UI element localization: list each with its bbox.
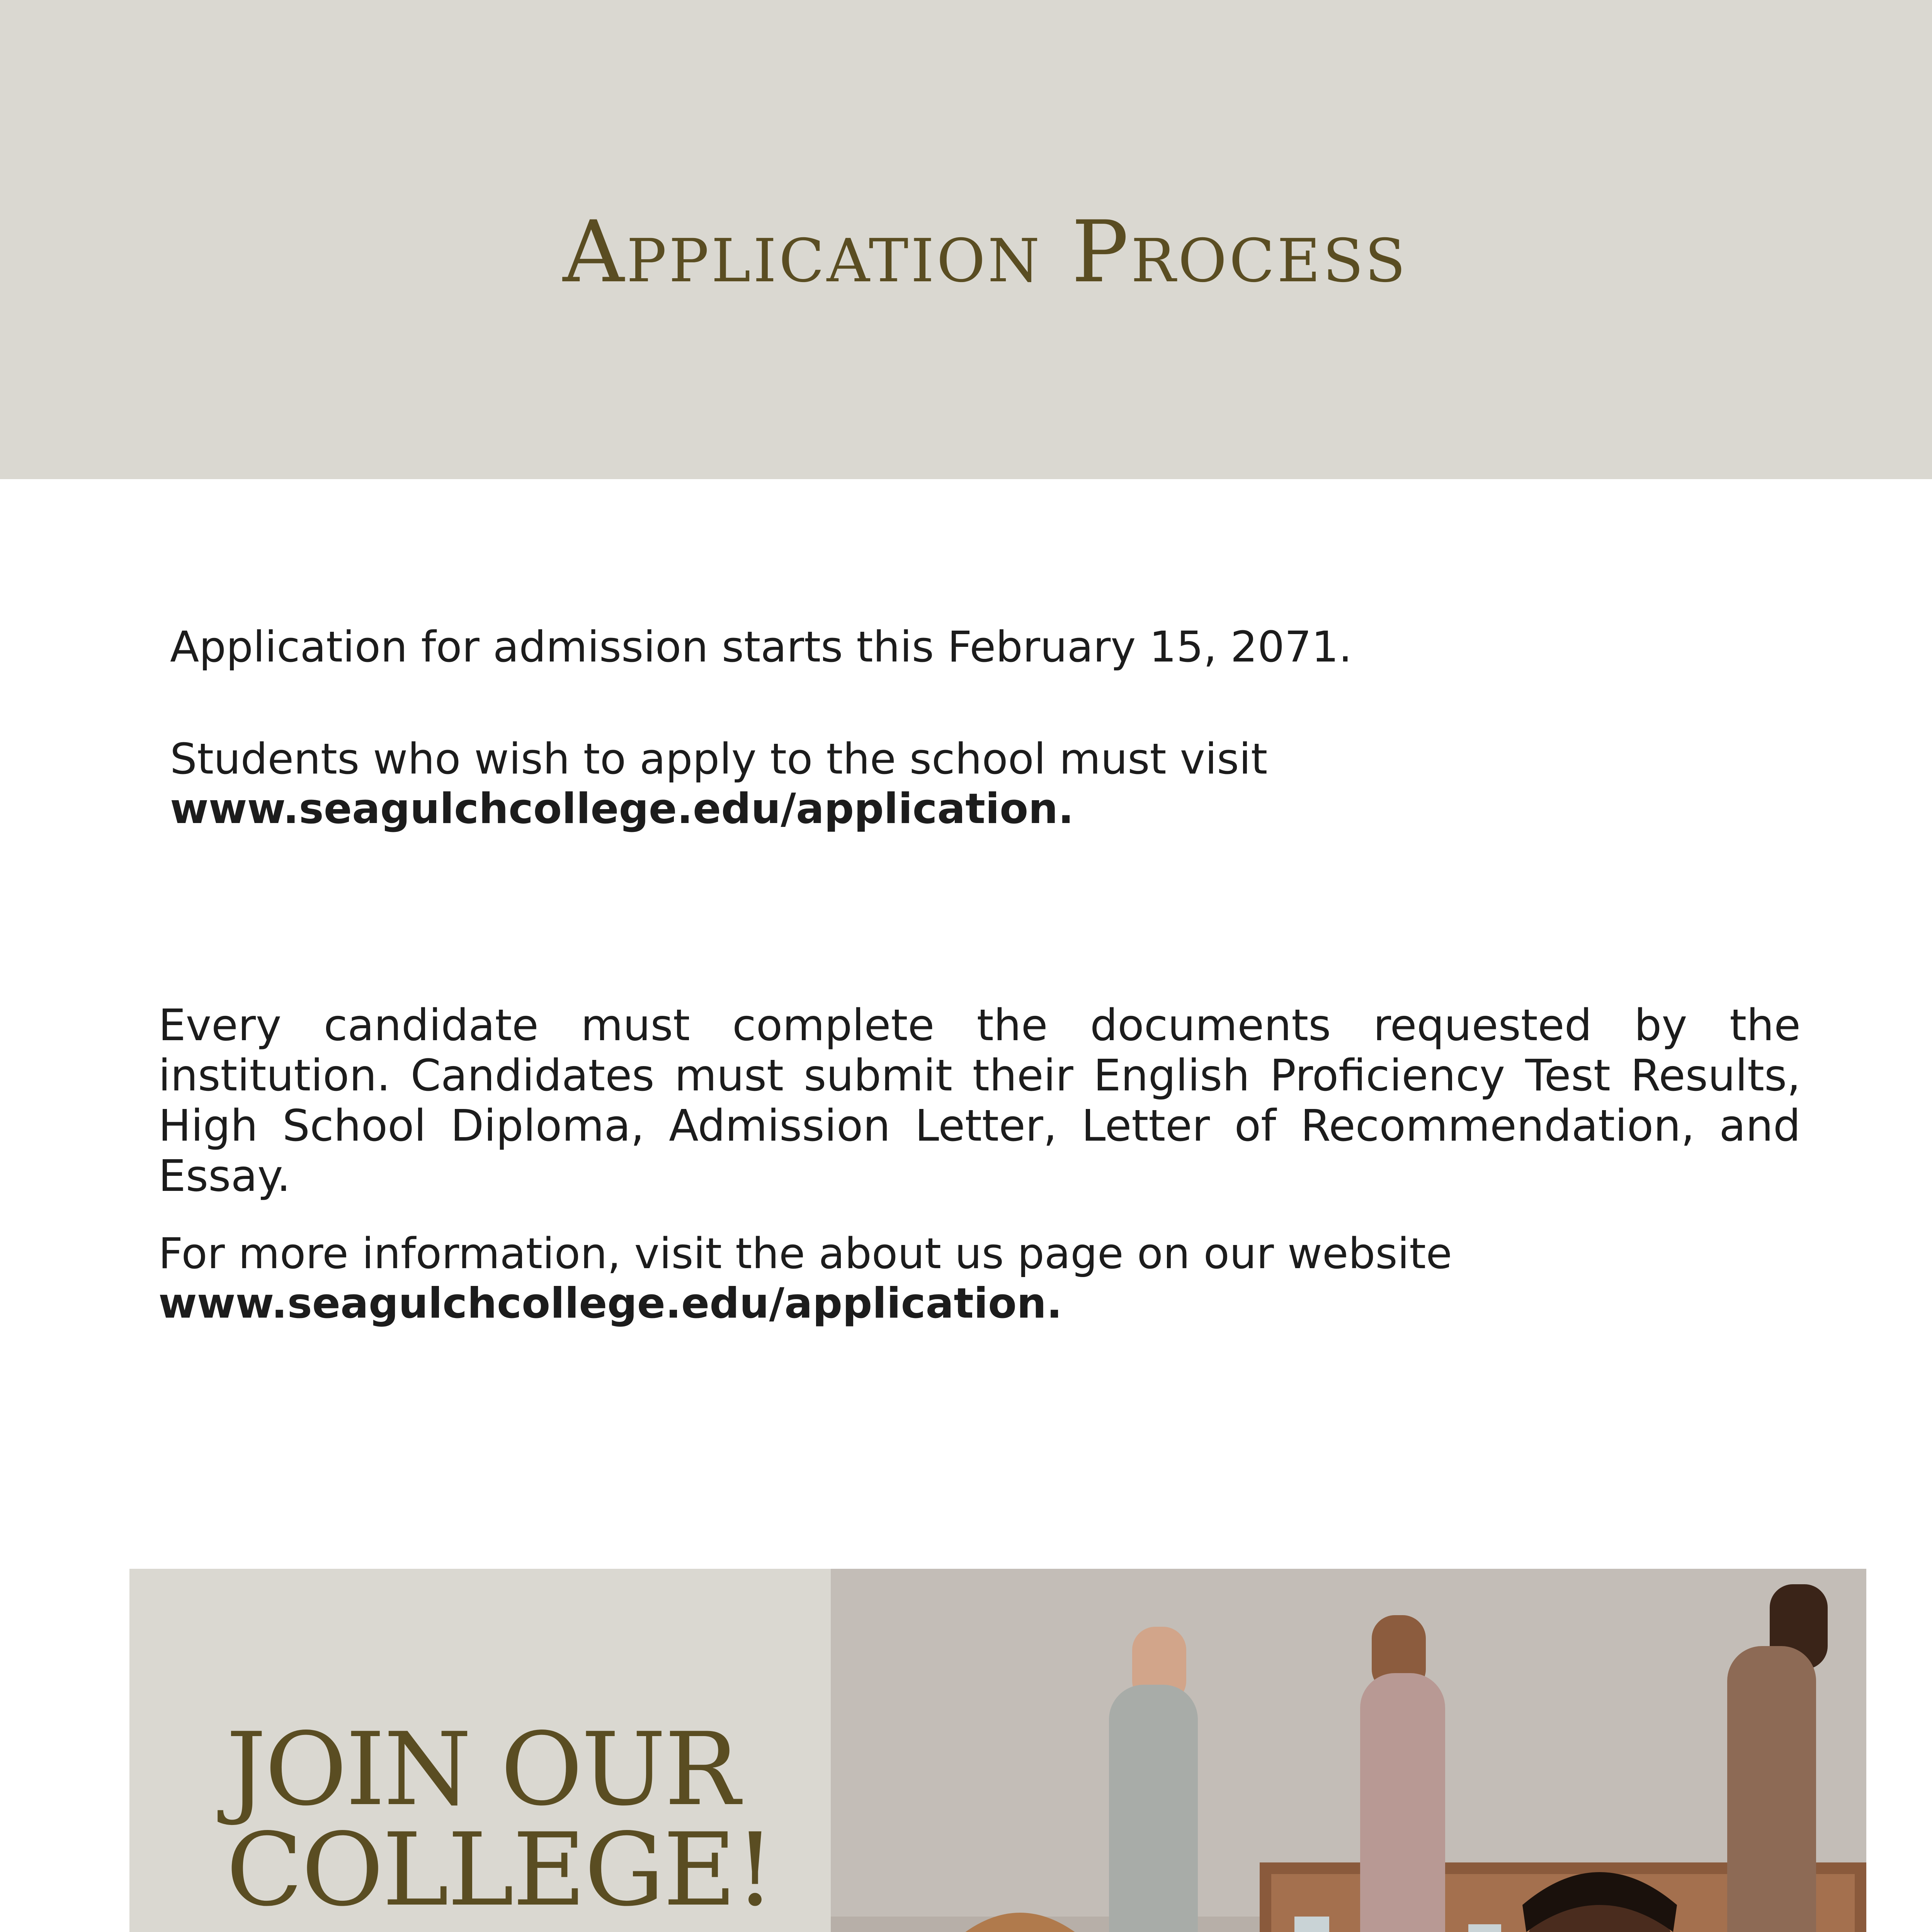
more-info-block (158, 1229, 1820, 1328)
visit-intro: Students who wish to apply to the school must visit (170, 734, 1268, 784)
application-url-link[interactable]: www.seagulchcollege.edu/application. (170, 784, 1074, 833)
join-heading-line2: COLLEGE! (226, 1812, 774, 1929)
page-title: Application Process (563, 202, 1408, 301)
join-heading-line1: JOIN OUR (226, 1711, 739, 1828)
admission-start-text (170, 622, 1832, 672)
students-illustration (831, 1569, 1866, 1932)
admission-start: Application for admission starts this February 15, 2071. (170, 622, 1352, 672)
visit-block (170, 734, 1832, 833)
requirements-block (158, 1001, 1801, 1202)
join-heading (226, 1711, 806, 1929)
more-info-url-link[interactable]: www.seagulchcollege.edu/application. (158, 1279, 1063, 1328)
more-info-intro: For more information, visit the about us page on our website (158, 1229, 1452, 1278)
requirements-text: Every candidate must complete the documents requested by the institution. Candidates must submit their English Proficiency Test Results, High School Diploma, Admission Letter, Letter of Recommendation, and Essay. (158, 1000, 1801, 1201)
students-photo (831, 1569, 1866, 1932)
